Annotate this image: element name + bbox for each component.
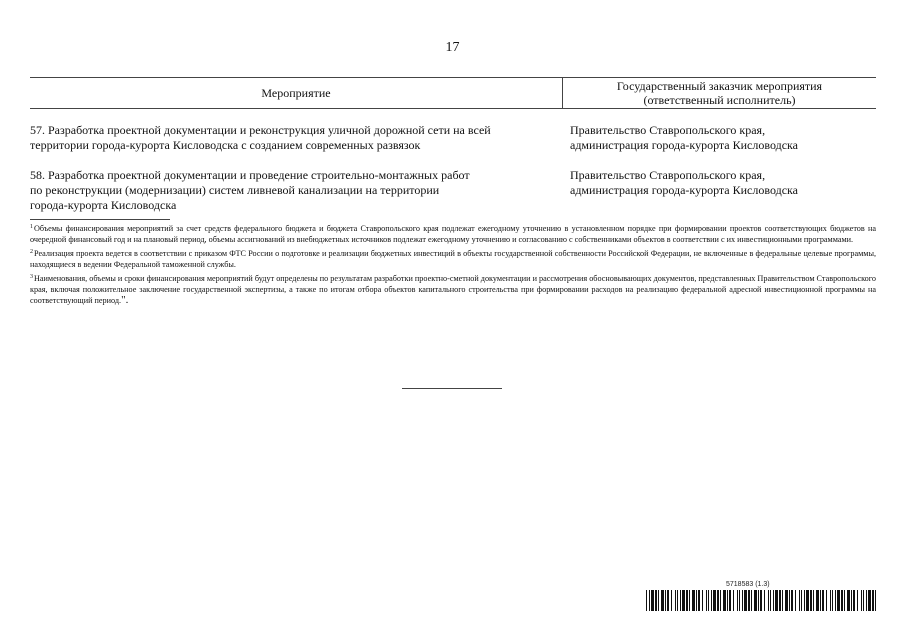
barcode-bar [875, 590, 876, 611]
barcode-bar [813, 590, 814, 611]
activity-line: города-курорта Кисловодска [30, 198, 177, 212]
barcode-bar [773, 590, 774, 611]
barcode-bar [649, 590, 650, 611]
barcode-bar [791, 590, 793, 611]
barcode-bar [872, 590, 874, 611]
header-customer [563, 78, 876, 108]
barcode-bar [835, 590, 836, 611]
barcode-bar [675, 590, 676, 611]
barcode-bar [651, 590, 654, 611]
barcode-bar [748, 590, 750, 611]
barcode-bar [713, 590, 716, 611]
table-header [30, 77, 876, 109]
barcode-bar [806, 590, 809, 611]
barcode-bar [702, 590, 703, 611]
barcode-bar [785, 590, 788, 611]
barcode-bar [692, 590, 695, 611]
activity-cell [30, 168, 530, 213]
activity-line: 57. Разработка проектной документации и реконструкция уличной дорожной сети на всей [30, 123, 491, 137]
barcode-bar [744, 590, 747, 611]
activity-line: 58. Разработка проектной документации и проведение строительно-монтажных работ [30, 168, 470, 182]
barcode-bar [739, 590, 740, 611]
barcode-bar [708, 590, 709, 611]
barcode-bar [751, 590, 752, 611]
footnote [30, 272, 876, 306]
barcode-bar [686, 590, 688, 611]
barcode-bar [810, 590, 812, 611]
barcode-bar [658, 590, 659, 611]
barcode-bar [671, 590, 672, 611]
barcode-bar [711, 590, 712, 611]
barcode-bar [689, 590, 690, 611]
customer-line: Правительство Ставропольского края, [570, 123, 766, 137]
footnotes [30, 222, 876, 308]
customer-line: Правительство Ставропольского края, [570, 168, 766, 182]
barcode-bar [680, 590, 681, 611]
footnote-divider [30, 219, 170, 220]
barcode-bar [830, 590, 831, 611]
barcode-bar [737, 590, 738, 611]
activities-table [30, 77, 876, 212]
footnote [30, 247, 876, 270]
footnote-text: Наименования, объемы и сроки финансирования мероприятий будут определены по результатам разработки проектно-сметной документации и рассмотрения обосновывающих документов, представленных Правительством Ставропольского края, включая положительное заключение государственной экспертизы, а также по итогам отбора объектов капитального строительства при формировании расходов на реализацию федеральной адресной инвестиционной программы на соответствующий период. [30, 274, 876, 305]
customer-line: администрация города-курорта Кисловодска [570, 138, 799, 152]
closing-quote: ". [121, 294, 129, 306]
barcode-bar [727, 590, 728, 611]
barcode-bar [782, 590, 783, 611]
barcode-bar [758, 590, 759, 611]
footnote-text: Объемы финансирования мероприятий за счет средств федерального бюджета и бюджета Ставропольского края подлежат ежегодному уточнению в установленном порядке при формировании проектов соответствующих бюджетов на очередной финансовый год и на плановый период, объемы ассигнований из внебюджетных источников подлежат ежегодному уточнению и согласованию с собственниками объектов в соответствии с их инвестиционными программами. [30, 224, 876, 244]
barcode-bar [770, 590, 771, 611]
barcode-bar [841, 590, 843, 611]
customer-cell [570, 123, 876, 153]
barcode-bar [851, 590, 852, 611]
barcode-bar [698, 590, 700, 611]
footnote-mark: 1 [30, 224, 33, 230]
barcode-bar [733, 590, 734, 611]
activity-cell [30, 123, 530, 153]
end-rule [402, 388, 502, 389]
footnote [30, 222, 876, 245]
barcode-bar [706, 590, 707, 611]
barcode-bar [768, 590, 769, 611]
customer-cell [570, 168, 876, 213]
barcode-bar [779, 590, 781, 611]
barcode-bar [801, 590, 802, 611]
barcode-bar [742, 590, 743, 611]
header-activity: Мероприятие [30, 78, 563, 108]
table-row [30, 168, 876, 213]
barcode-bar [857, 590, 858, 611]
barcode-bar [861, 590, 862, 611]
barcode-bar [866, 590, 867, 611]
barcode-bar [795, 590, 796, 611]
barcode-bar [667, 590, 669, 611]
barcode-bar [868, 590, 871, 611]
barcode-bar [682, 590, 685, 611]
barcode-bar [853, 590, 855, 611]
barcode-bar [832, 590, 833, 611]
barcode-bar [820, 590, 821, 611]
barcode-bar [760, 590, 762, 611]
barcode-bar [646, 590, 647, 611]
barcode-bar [729, 590, 731, 611]
barcode-bar [661, 590, 664, 611]
footnote-mark: 2 [30, 249, 33, 255]
page-number: 17 [445, 40, 460, 55]
barcode-bar [789, 590, 790, 611]
barcode-bar [837, 590, 840, 611]
barcode-bar [696, 590, 697, 611]
document-id: 5718583 (1.3) [726, 581, 770, 588]
barcode-bar [844, 590, 845, 611]
barcode-bar [847, 590, 850, 611]
barcode-bar [720, 590, 721, 611]
table-row [30, 123, 876, 153]
header-customer-line2: (ответственный исполнитель) [643, 93, 796, 107]
footnote-text: Реализация проекта ведется в соответствии с приказом ФТС России о подготовке и реализации бюджетных инвестиций в объекты государственной собственности Российской Федерации, не включенные в федеральные целевые программы, находящиеся в ведении Федеральной таможенной службы. [30, 249, 876, 269]
barcode-bar [764, 590, 765, 611]
barcode-icon [646, 590, 876, 611]
barcode-bar [665, 590, 666, 611]
barcode-bar [826, 590, 827, 611]
customer-line: администрация города-курорта Кисловодска [570, 183, 799, 197]
barcode-bar [754, 590, 757, 611]
barcode-bar [804, 590, 805, 611]
barcode-bar [717, 590, 719, 611]
barcode-bar [799, 590, 800, 611]
activity-line: по реконструкции (модернизации) систем ливневой канализации на территории [30, 183, 440, 197]
barcode-bar [655, 590, 657, 611]
barcode-bar [775, 590, 778, 611]
activity-line: территории города-курорта Кисловодска с созданием современных развязок [30, 138, 421, 152]
footnote-mark: 3 [30, 274, 33, 280]
header-customer-line1: Государственный заказчик мероприятия [616, 79, 823, 93]
barcode-bar [863, 590, 864, 611]
barcode-bar [723, 590, 726, 611]
barcode-bar [677, 590, 678, 611]
barcode-bar [822, 590, 824, 611]
barcode-bar [816, 590, 819, 611]
